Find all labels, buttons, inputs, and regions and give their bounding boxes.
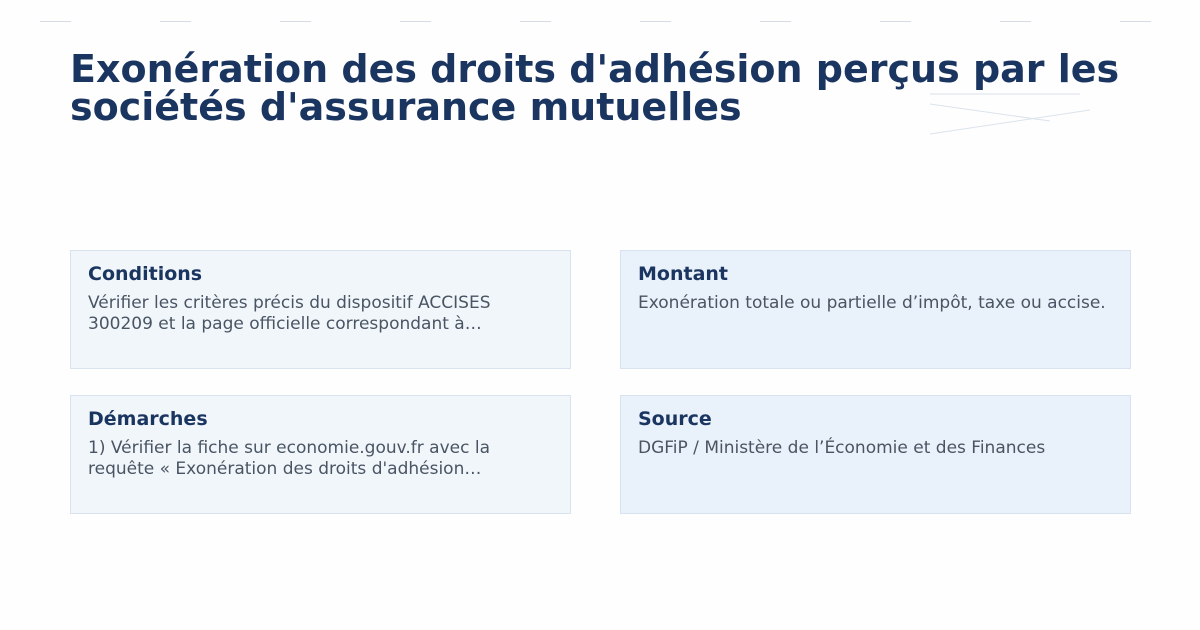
card-conditions-text: Vérifier les critères précis du dispositif ACCISES 300209 et la page officielle correspondant à… [88, 293, 491, 334]
page-title: Exonération des droits d'adhésion perçus par les sociétés d'assurance mutuelles [70, 47, 1120, 129]
card-demarches-text: 1) Vérifier la fiche sur economie.gouv.fr avec la requête « Exonération des droits d'adhésion… [88, 438, 490, 479]
card-demarches-title: Démarches [88, 408, 208, 430]
card-demarches [70, 395, 571, 514]
card-source-text: DGFiP / Ministère de l’Économie et des Finances [638, 438, 1046, 458]
top-dash-decoration [0, 21, 1200, 23]
card-montant-title: Montant [638, 263, 728, 285]
card-source-title: Source [638, 408, 712, 430]
card-montant [620, 250, 1131, 369]
card-conditions-title: Conditions [88, 263, 203, 285]
card-conditions [70, 250, 571, 369]
card-source [620, 395, 1131, 514]
card-montant-text: Exonération totale ou partielle d’impôt, taxe ou accise. [638, 293, 1106, 313]
